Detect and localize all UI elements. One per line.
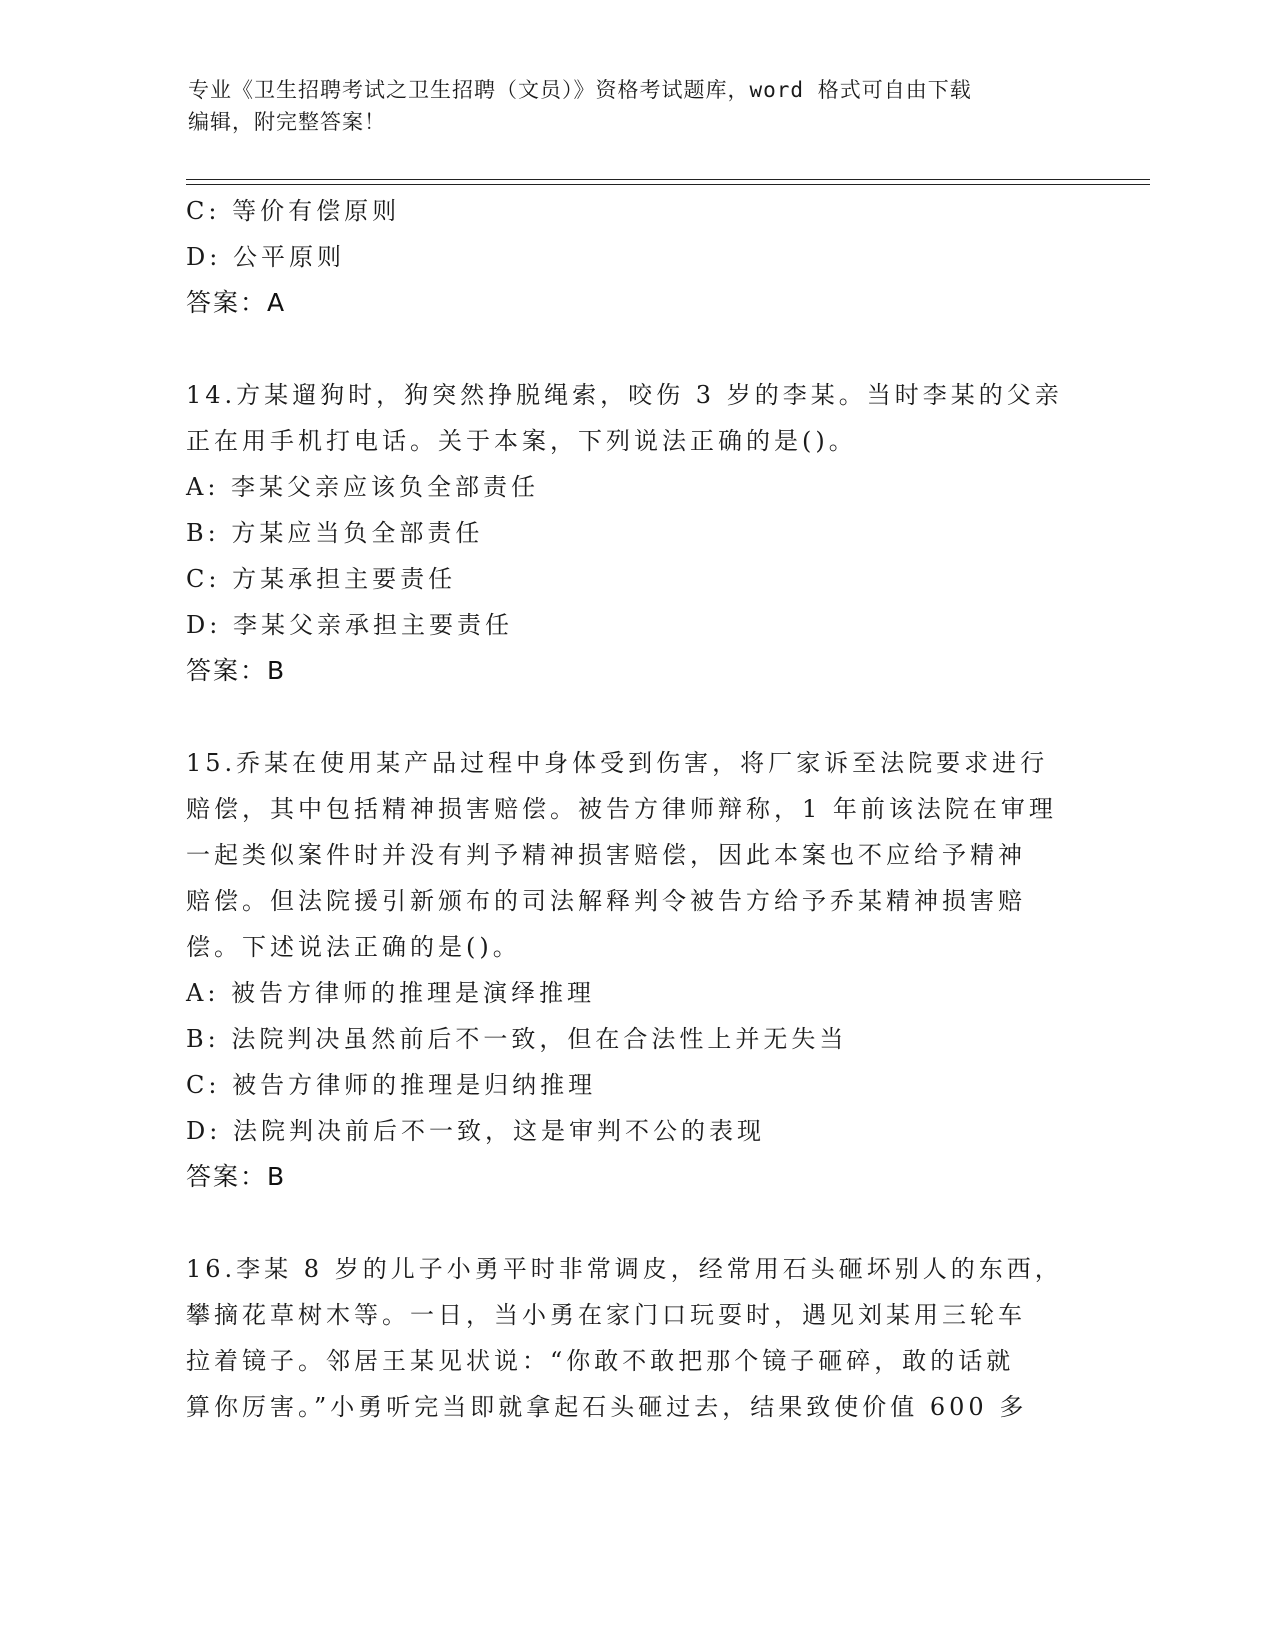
header-divider-bottom	[186, 184, 1150, 185]
question-text-line: 偿。下述说法正确的是()。	[186, 933, 521, 961]
option-d: D: 李某父亲承担主要责任	[186, 611, 513, 639]
question-text-line: 15.乔某在使用某产品过程中身体受到伤害，将厂家诉至法院要求进行	[186, 749, 1049, 777]
option-c: C: 等价有偿原则	[186, 197, 401, 225]
document-body	[186, 188, 1086, 1430]
question-14	[186, 372, 1086, 694]
option-b: B: 法院判决虽然前后不一致，但在合法性上并无失当	[186, 1025, 848, 1053]
option-c: C: 方某承担主要责任	[186, 565, 457, 593]
option-a: A: 被告方律师的推理是演绎推理	[186, 979, 596, 1007]
option-c: C: 被告方律师的推理是归纳推理	[186, 1071, 597, 1099]
spacer	[186, 694, 1086, 740]
option-d: D: 公平原则	[186, 243, 345, 271]
question-15	[186, 740, 1086, 1200]
question-text-line: 拉着镜子。邻居王某见状说：“你敢不敢把那个镜子砸碎，敢的话就	[186, 1347, 1015, 1375]
answer-line: 答案：A	[186, 288, 287, 317]
document-header	[188, 74, 1098, 138]
header-line: 编辑，附完整答案！	[188, 110, 386, 134]
question-text-line: 攀摘花草树木等。一日，当小勇在家门口玩耍时，遇见刘某用三轮车	[186, 1301, 1026, 1329]
question-text-line: 算你厉害。”小勇听完当即就拿起石头砸过去，结果致使价值 600 多	[186, 1393, 1028, 1421]
question-16	[186, 1246, 1086, 1430]
question-text-line: 正在用手机打电话。关于本案，下列说法正确的是()。	[186, 427, 857, 455]
question-text-line: 赔偿。但法院援引新颁布的司法解释判令被告方给予乔某精神损害赔	[186, 887, 1026, 915]
option-b: B: 方某应当负全部责任	[186, 519, 484, 547]
option-a: A: 李某父亲应该负全部责任	[186, 473, 540, 501]
question-text-line: 16.李某 8 岁的儿子小勇平时非常调皮，经常用石头砸坏别人的东西，	[186, 1255, 1063, 1283]
option-d: D: 法院判决前后不一致，这是审判不公的表现	[186, 1117, 765, 1145]
question-text-line: 赔偿，其中包括精神损害赔偿。被告方律师辩称，1 年前该法院在审理	[186, 795, 1057, 823]
question-text-line: 14.方某遛狗时，狗突然挣脱绳索，咬伤 3 岁的李某。当时李某的父亲	[186, 381, 1063, 409]
answer-line: 答案：B	[186, 656, 287, 685]
answer-line: 答案：B	[186, 1162, 287, 1191]
question-13-continued	[186, 188, 1086, 326]
header-line: 专业《卫生招聘考试之卫生招聘（文员）》资格考试题库，word 格式可自由下载	[188, 78, 972, 102]
spacer	[186, 1200, 1086, 1246]
question-text-line: 一起类似案件时并没有判予精神损害赔偿，因此本案也不应给予精神	[186, 841, 1026, 869]
spacer	[186, 326, 1086, 372]
header-divider-top	[186, 179, 1150, 180]
